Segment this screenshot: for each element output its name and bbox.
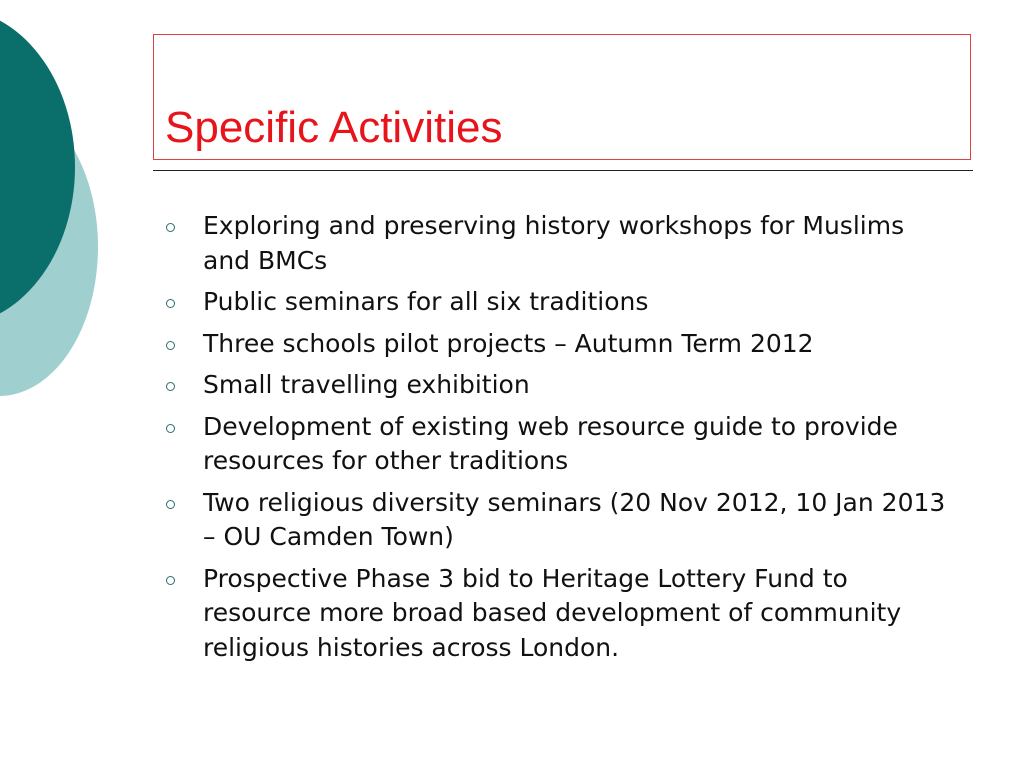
bullet-text: Prospective Phase 3 bid to Heritage Lottery Fund to resource more broad based development of community religious histories across London. [203, 563, 902, 662]
title-placeholder [153, 34, 971, 160]
title-underline [153, 170, 973, 171]
bullet-text: Three schools pilot projects – Autumn Term 2012 [203, 328, 814, 358]
bullet-text: Exploring and preserving history workshops for Muslims and BMCs [203, 211, 905, 275]
bullet-item [165, 368, 955, 403]
bullet-list [165, 209, 955, 672]
hollow-circle-bullet-icon [166, 424, 175, 433]
bullet-item [165, 285, 955, 320]
hollow-circle-bullet-icon [166, 382, 175, 391]
bullet-item [165, 327, 955, 362]
bullet-text: Small travelling exhibition [203, 370, 530, 399]
bullet-item [165, 486, 955, 555]
hollow-circle-bullet-icon [166, 500, 175, 509]
bullet-item [165, 562, 955, 666]
bullet-text: Public seminars for all six traditions [203, 287, 649, 316]
hollow-circle-bullet-icon [166, 299, 175, 308]
bullet-item [165, 209, 955, 278]
hollow-circle-bullet-icon [166, 341, 175, 350]
bullet-text: Development of existing web resource guide to provide resources for other traditions [203, 411, 898, 475]
hollow-circle-bullet-icon [166, 223, 175, 232]
bullet-item [165, 410, 955, 479]
bullet-text: Two religious diversity seminars (20 Nov 2012, 10 Jan 2013 – OU Camden Town) [203, 487, 946, 551]
slide-title: Specific Activities [165, 103, 503, 152]
hollow-circle-bullet-icon [166, 576, 175, 585]
